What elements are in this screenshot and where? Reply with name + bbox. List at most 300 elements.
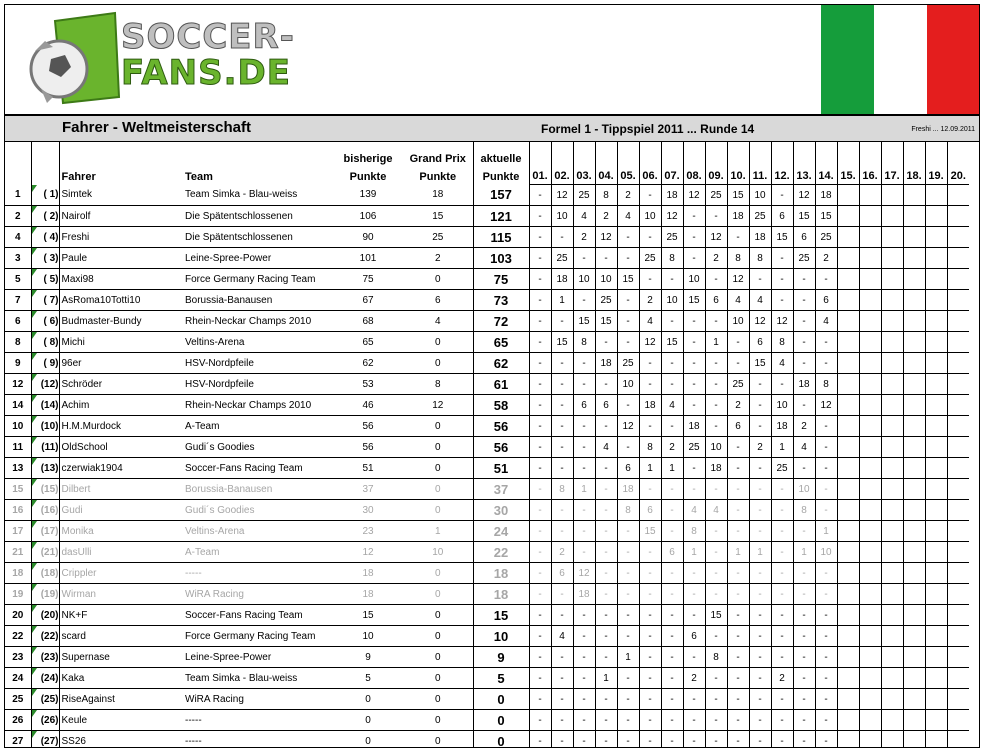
round-score-cell: - xyxy=(661,521,683,542)
current-points-cell: 18 xyxy=(473,584,529,605)
round-score-cell xyxy=(837,668,859,689)
round-score-cell: 10 xyxy=(661,290,683,311)
round-score-cell: - xyxy=(815,437,837,458)
round-score-cell: 25 xyxy=(639,248,661,269)
previous-position-cell: ( 7) xyxy=(31,290,59,311)
grand-prix-points-cell: 0 xyxy=(403,458,473,479)
round-score-cell: 15 xyxy=(595,311,617,332)
round-score-cell: 1 xyxy=(771,437,793,458)
round-score-cell: - xyxy=(661,374,683,395)
round-score-cell: - xyxy=(529,269,551,290)
round-score-cell: - xyxy=(705,626,727,647)
round-score-cell: 6 xyxy=(793,227,815,248)
round-score-cell xyxy=(837,563,859,584)
round-score-cell: - xyxy=(793,731,815,749)
round-score-cell: - xyxy=(617,311,639,332)
author-date: Freshi ... 12.09.2011 xyxy=(911,126,975,133)
round-score-cell: - xyxy=(573,458,595,479)
round-score-cell: - xyxy=(551,710,573,731)
driver-name-cell: 96er xyxy=(59,353,185,374)
round-score-cell: - xyxy=(551,353,573,374)
round-score-cell xyxy=(925,206,947,227)
round-score-cell: 8 xyxy=(661,248,683,269)
round-score-cell xyxy=(903,605,925,626)
round-score-cell: 10 xyxy=(551,206,573,227)
driver-name-cell: czerwiak1904 xyxy=(59,458,185,479)
round-score-cell: - xyxy=(639,227,661,248)
round-score-cell: 15 xyxy=(573,311,595,332)
round-score-cell: 2 xyxy=(639,290,661,311)
round-score-cell: 8 xyxy=(815,374,837,395)
round-score-cell: - xyxy=(617,731,639,749)
round-score-cell: - xyxy=(771,374,793,395)
round-score-cell: 1 xyxy=(727,542,749,563)
round-score-cell: - xyxy=(529,395,551,416)
soccer-fans-logo xyxy=(23,11,295,109)
round-score-cell xyxy=(837,395,859,416)
driver-name-cell: Schröder xyxy=(59,374,185,395)
round-score-cell xyxy=(881,248,903,269)
round-score-cell xyxy=(881,353,903,374)
driver-name-cell: AsRoma10Totti10 xyxy=(59,290,185,311)
round-score-cell: 1 xyxy=(661,458,683,479)
round-score-cell xyxy=(859,605,881,626)
round-score-cell xyxy=(881,227,903,248)
round-score-cell xyxy=(859,374,881,395)
round-score-cell: - xyxy=(595,248,617,269)
round-score-cell: - xyxy=(551,437,573,458)
round-score-cell: 2 xyxy=(595,206,617,227)
previous-position-cell: (10) xyxy=(31,416,59,437)
current-points-cell: 10 xyxy=(473,626,529,647)
round-score-cell: - xyxy=(815,689,837,710)
previous-points-cell: 30 xyxy=(333,500,403,521)
round-score-cell: 12 xyxy=(661,206,683,227)
round-score-cell: - xyxy=(727,668,749,689)
round-score-cell xyxy=(903,374,925,395)
round-score-cell: - xyxy=(529,416,551,437)
round-score-cell: - xyxy=(573,689,595,710)
position-cell: 17 xyxy=(5,521,31,542)
round-score-cell: - xyxy=(595,374,617,395)
round-score-cell: - xyxy=(749,458,771,479)
round-score-cell xyxy=(859,311,881,332)
round-score-cell xyxy=(837,206,859,227)
round-score-cell: - xyxy=(727,584,749,605)
round-score-cell: 10 xyxy=(727,311,749,332)
position-cell: 2 xyxy=(5,206,31,227)
round-score-cell: - xyxy=(529,689,551,710)
team-name-cell: Gudi´s Goodies xyxy=(185,437,333,458)
round-score-cell: 1 xyxy=(683,542,705,563)
round-score-cell: 15 xyxy=(617,269,639,290)
driver-name-cell: NK+F xyxy=(59,605,185,626)
team-name-cell: WiRA Racing xyxy=(185,584,333,605)
round-score-cell: - xyxy=(749,710,771,731)
round-score-cell: 4 xyxy=(771,353,793,374)
team-name-cell: HSV-Nordpfeile xyxy=(185,353,333,374)
round-score-cell xyxy=(925,437,947,458)
driver-name-cell: Supernase xyxy=(59,647,185,668)
round-score-cell xyxy=(925,290,947,311)
round-score-cell: - xyxy=(683,710,705,731)
previous-points-cell: 46 xyxy=(333,395,403,416)
round-score-cell: - xyxy=(595,521,617,542)
round-score-cell: 12 xyxy=(639,332,661,353)
round-score-cell: - xyxy=(771,689,793,710)
round-score-cell: - xyxy=(749,605,771,626)
previous-position-cell: ( 3) xyxy=(31,248,59,269)
round-score-cell xyxy=(947,626,969,647)
round-score-cell: - xyxy=(727,353,749,374)
round-score-cell: - xyxy=(815,479,837,500)
previous-position-cell: (27) xyxy=(31,731,59,749)
round-score-cell xyxy=(947,458,969,479)
round-score-cell: - xyxy=(793,521,815,542)
position-cell: 14 xyxy=(5,395,31,416)
round-score-cell xyxy=(925,689,947,710)
round-score-cell xyxy=(903,185,925,206)
round-score-cell xyxy=(947,290,969,311)
round-score-cell: 1 xyxy=(705,332,727,353)
round-score-cell: - xyxy=(815,710,837,731)
round-score-cell xyxy=(859,185,881,206)
round-score-cell xyxy=(903,416,925,437)
round-score-cell: - xyxy=(573,668,595,689)
round-score-cell: - xyxy=(617,332,639,353)
round-score-cell: - xyxy=(771,500,793,521)
driver-name-cell: Achim xyxy=(59,395,185,416)
round-score-cell: - xyxy=(727,689,749,710)
round-score-cell xyxy=(859,416,881,437)
grand-prix-points-cell: 0 xyxy=(403,437,473,458)
round-score-cell: 12 xyxy=(727,269,749,290)
round-score-cell: 25 xyxy=(749,206,771,227)
round-score-cell: - xyxy=(529,710,551,731)
round-score-cell: - xyxy=(749,374,771,395)
driver-name-cell: H.M.Murdock xyxy=(59,416,185,437)
driver-name-cell: SS26 xyxy=(59,731,185,749)
round-score-cell xyxy=(925,269,947,290)
round-score-cell: - xyxy=(727,521,749,542)
previous-points-cell: 5 xyxy=(333,668,403,689)
round-score-cell: - xyxy=(815,332,837,353)
round-score-cell xyxy=(881,584,903,605)
round-score-cell xyxy=(859,710,881,731)
round-score-cell: - xyxy=(705,542,727,563)
round-score-cell xyxy=(837,185,859,206)
round-score-cell: 2 xyxy=(771,668,793,689)
round-score-cell: - xyxy=(749,647,771,668)
round-score-cell: - xyxy=(749,269,771,290)
grand-prix-points-cell: 18 xyxy=(403,185,473,206)
round-score-cell: 6 xyxy=(617,458,639,479)
previous-points-cell: 90 xyxy=(333,227,403,248)
round-score-cell: 1 xyxy=(793,542,815,563)
round-score-cell: - xyxy=(661,689,683,710)
round-score-cell xyxy=(947,500,969,521)
round-score-cell: - xyxy=(727,437,749,458)
round-score-cell xyxy=(925,248,947,269)
team-name-cell: WiRA Racing xyxy=(185,689,333,710)
round-score-cell: 6 xyxy=(683,626,705,647)
current-points-cell: 72 xyxy=(473,311,529,332)
round-score-cell: - xyxy=(529,731,551,749)
previous-points-cell: 62 xyxy=(333,353,403,374)
grand-prix-points-cell: 0 xyxy=(403,605,473,626)
round-score-cell: 18 xyxy=(749,227,771,248)
round-score-cell: - xyxy=(683,689,705,710)
header-round-10: 10. xyxy=(727,142,749,185)
round-score-cell xyxy=(947,269,969,290)
current-points-cell: 103 xyxy=(473,248,529,269)
round-score-cell: - xyxy=(551,521,573,542)
round-score-cell xyxy=(881,311,903,332)
round-score-cell xyxy=(881,542,903,563)
table-row xyxy=(5,626,969,647)
round-score-cell: - xyxy=(661,479,683,500)
round-score-cell: 18 xyxy=(551,269,573,290)
round-score-cell: 8 xyxy=(793,500,815,521)
round-score-cell: 8 xyxy=(771,332,793,353)
round-score-cell: 2 xyxy=(705,248,727,269)
previous-points-cell: 53 xyxy=(333,374,403,395)
table-row xyxy=(5,647,969,668)
round-score-cell: 8 xyxy=(573,332,595,353)
round-score-cell xyxy=(903,479,925,500)
round-score-cell: 6 xyxy=(815,290,837,311)
round-score-cell: 25 xyxy=(705,185,727,206)
round-score-cell: 18 xyxy=(771,416,793,437)
round-score-cell xyxy=(859,458,881,479)
round-score-cell: 12 xyxy=(771,311,793,332)
round-score-cell: - xyxy=(771,290,793,311)
round-score-cell: - xyxy=(529,668,551,689)
round-score-cell: - xyxy=(573,605,595,626)
round-score-cell: - xyxy=(595,584,617,605)
previous-position-cell: (21) xyxy=(31,542,59,563)
flag-stripe-red xyxy=(927,5,979,114)
current-points-cell: 24 xyxy=(473,521,529,542)
round-score-cell: - xyxy=(749,584,771,605)
round-score-cell: - xyxy=(771,584,793,605)
round-score-cell: - xyxy=(639,668,661,689)
header-round-02: 02. xyxy=(551,142,573,185)
round-score-cell: 18 xyxy=(595,353,617,374)
current-points-cell: 0 xyxy=(473,731,529,749)
header-round-11: 11. xyxy=(749,142,771,185)
round-score-cell: 6 xyxy=(749,332,771,353)
round-score-cell xyxy=(837,689,859,710)
round-score-cell: - xyxy=(551,605,573,626)
table-row xyxy=(5,521,969,542)
round-score-cell: 25 xyxy=(617,353,639,374)
header-round-13: 13. xyxy=(793,142,815,185)
team-name-cell: Rhein-Neckar Champs 2010 xyxy=(185,311,333,332)
round-score-cell xyxy=(881,731,903,749)
round-score-cell: - xyxy=(705,206,727,227)
position-cell: 5 xyxy=(5,269,31,290)
team-name-cell: Veltins-Arena xyxy=(185,332,333,353)
round-score-cell: - xyxy=(749,689,771,710)
round-score-cell: 2 xyxy=(551,542,573,563)
round-score-cell: - xyxy=(529,311,551,332)
round-score-cell xyxy=(903,332,925,353)
round-score-cell: 18 xyxy=(573,584,595,605)
previous-points-cell: 37 xyxy=(333,479,403,500)
round-score-cell: - xyxy=(661,731,683,749)
round-score-cell: - xyxy=(793,710,815,731)
grand-prix-points-cell: 0 xyxy=(403,353,473,374)
round-score-cell: - xyxy=(749,626,771,647)
round-score-cell: 4 xyxy=(639,311,661,332)
round-score-cell: - xyxy=(617,290,639,311)
round-score-cell: 12 xyxy=(683,185,705,206)
header-round-04: 04. xyxy=(595,142,617,185)
round-score-cell xyxy=(881,185,903,206)
round-score-cell xyxy=(925,479,947,500)
header-round-01: 01. xyxy=(529,142,551,185)
grand-prix-points-cell: 10 xyxy=(403,542,473,563)
round-score-cell: - xyxy=(573,437,595,458)
header-bisherige-line2: Punkte xyxy=(349,170,387,183)
round-score-cell: 4 xyxy=(617,206,639,227)
table-row xyxy=(5,584,969,605)
round-score-cell xyxy=(881,206,903,227)
round-score-cell xyxy=(859,500,881,521)
round-score-cell: 6 xyxy=(573,395,595,416)
team-name-cell: Leine-Spree-Power xyxy=(185,248,333,269)
team-name-cell: ----- xyxy=(185,563,333,584)
round-score-cell: - xyxy=(705,689,727,710)
header-bisherige xyxy=(333,142,403,185)
round-score-cell xyxy=(859,626,881,647)
position-cell: 1 xyxy=(5,185,31,206)
table-row xyxy=(5,500,969,521)
round-score-cell: - xyxy=(551,374,573,395)
round-score-cell: 8 xyxy=(639,437,661,458)
grand-prix-points-cell: 0 xyxy=(403,626,473,647)
round-score-cell: 2 xyxy=(573,227,595,248)
round-score-cell xyxy=(903,227,925,248)
round-score-cell: - xyxy=(639,185,661,206)
round-score-cell: 18 xyxy=(727,206,749,227)
driver-name-cell: Michi xyxy=(59,332,185,353)
previous-points-cell: 10 xyxy=(333,626,403,647)
round-score-cell: 2 xyxy=(749,437,771,458)
grand-prix-points-cell: 0 xyxy=(403,731,473,749)
team-name-cell: Force Germany Racing Team xyxy=(185,626,333,647)
round-score-cell xyxy=(925,563,947,584)
round-score-cell: - xyxy=(793,647,815,668)
round-score-cell: 4 xyxy=(705,500,727,521)
previous-points-cell: 67 xyxy=(333,290,403,311)
round-score-cell xyxy=(925,626,947,647)
round-score-cell: 2 xyxy=(727,395,749,416)
round-score-cell: - xyxy=(815,584,837,605)
round-score-cell: 18 xyxy=(639,395,661,416)
header-round-17: 17. xyxy=(881,142,903,185)
team-name-cell: Gudi´s Goodies xyxy=(185,500,333,521)
round-score-cell: - xyxy=(661,668,683,689)
round-score-cell: - xyxy=(683,458,705,479)
round-score-cell: - xyxy=(595,563,617,584)
table-row xyxy=(5,290,969,311)
round-score-cell: - xyxy=(617,584,639,605)
grand-prix-points-cell: 0 xyxy=(403,479,473,500)
current-points-cell: 58 xyxy=(473,395,529,416)
current-points-cell: 62 xyxy=(473,353,529,374)
driver-name-cell: Freshi xyxy=(59,227,185,248)
round-score-cell: - xyxy=(793,626,815,647)
round-score-cell: 25 xyxy=(683,437,705,458)
round-score-cell xyxy=(903,500,925,521)
round-score-cell xyxy=(837,248,859,269)
round-score-cell: - xyxy=(529,332,551,353)
team-name-cell: Force Germany Racing Team xyxy=(185,269,333,290)
team-name-cell: Rhein-Neckar Champs 2010 xyxy=(185,395,333,416)
round-score-cell: 12 xyxy=(749,311,771,332)
round-score-cell: - xyxy=(529,290,551,311)
round-score-cell xyxy=(903,584,925,605)
round-score-cell: - xyxy=(661,626,683,647)
round-score-cell xyxy=(947,479,969,500)
table-row xyxy=(5,311,969,332)
round-score-cell xyxy=(903,206,925,227)
grand-prix-points-cell: 2 xyxy=(403,248,473,269)
round-score-cell: - xyxy=(529,521,551,542)
position-cell: 9 xyxy=(5,353,31,374)
round-score-cell: - xyxy=(551,458,573,479)
round-score-cell: - xyxy=(705,710,727,731)
round-score-cell xyxy=(925,584,947,605)
round-score-cell: - xyxy=(661,311,683,332)
header-round-09: 09. xyxy=(705,142,727,185)
current-points-cell: 56 xyxy=(473,416,529,437)
round-score-cell xyxy=(947,689,969,710)
round-score-cell: 8 xyxy=(617,500,639,521)
round-score-cell xyxy=(947,437,969,458)
header-round-14: 14. xyxy=(815,142,837,185)
round-score-cell: - xyxy=(617,710,639,731)
driver-name-cell: Gudi xyxy=(59,500,185,521)
round-score-cell: - xyxy=(793,584,815,605)
team-name-cell: Die Spätentschlossenen xyxy=(185,227,333,248)
round-score-cell: 6 xyxy=(661,542,683,563)
position-cell: 22 xyxy=(5,626,31,647)
round-score-cell: 6 xyxy=(727,416,749,437)
previous-position-cell: (15) xyxy=(31,479,59,500)
round-score-cell: 25 xyxy=(771,458,793,479)
current-points-cell: 0 xyxy=(473,710,529,731)
team-name-cell: A-Team xyxy=(185,542,333,563)
round-score-cell: 10 xyxy=(815,542,837,563)
previous-position-cell: (22) xyxy=(31,626,59,647)
round-score-cell xyxy=(837,626,859,647)
round-score-cell: - xyxy=(595,647,617,668)
round-score-cell: 1 xyxy=(815,521,837,542)
grand-prix-points-cell: 4 xyxy=(403,311,473,332)
round-score-cell: 1 xyxy=(573,479,595,500)
round-score-cell: - xyxy=(793,668,815,689)
round-score-cell: 8 xyxy=(595,185,617,206)
round-score-cell xyxy=(947,353,969,374)
round-score-cell xyxy=(903,311,925,332)
round-score-cell: - xyxy=(617,668,639,689)
round-score-cell: - xyxy=(683,374,705,395)
round-score-cell: 8 xyxy=(705,647,727,668)
team-name-cell: Leine-Spree-Power xyxy=(185,647,333,668)
